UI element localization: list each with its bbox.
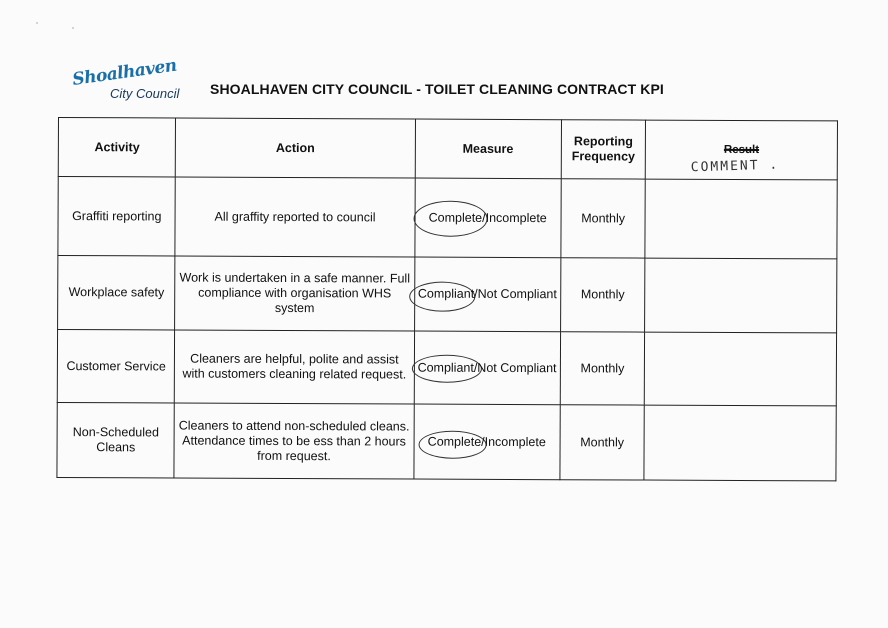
header-action: Action	[176, 118, 415, 178]
measure-text: Compliant/Not Compliant	[417, 360, 557, 375]
logo-script-text: Shoalhaven	[71, 55, 178, 90]
cell-result	[645, 332, 837, 406]
table-row	[58, 256, 837, 333]
header-frequency-line2: Frequency	[571, 149, 636, 164]
logo-sub-text: City Council	[110, 86, 180, 101]
table-row	[58, 177, 837, 259]
header-result-handwritten: COMMENT .	[690, 157, 780, 176]
table-header-row	[58, 118, 837, 180]
table-row	[57, 330, 836, 406]
cell-result	[644, 405, 836, 481]
header-activity: Activity	[58, 118, 176, 178]
header-measure: Measure	[415, 119, 562, 179]
header-result-struck: Result	[723, 143, 760, 157]
council-logo	[70, 55, 195, 110]
cell-action: All graffity reported to council	[175, 177, 414, 257]
scan-speck	[36, 22, 38, 24]
cell-measure	[414, 331, 561, 405]
cell-result	[645, 179, 837, 259]
cell-measure	[414, 257, 561, 332]
measure-text: Compliant/Not Compliant	[417, 286, 557, 302]
header-result	[646, 120, 838, 180]
table-row	[57, 402, 836, 480]
cell-activity: Workplace safety	[58, 256, 176, 331]
cell-frequency: Monthly	[560, 258, 645, 332]
cell-result	[645, 258, 837, 333]
document-title: SHOALHAVEN CITY COUNCIL - TOILET CLEANING CONTRACT KPI	[210, 81, 664, 97]
cell-frequency: Monthly	[561, 179, 646, 258]
measure-text: Complete/Incomplete	[428, 210, 547, 225]
cell-measure	[413, 404, 560, 480]
cell-frequency: Monthly	[560, 332, 645, 405]
scan-speck	[72, 27, 74, 29]
header-frequency-line1: Reporting	[573, 134, 633, 149]
measure-text: Complete/Incomplete	[427, 434, 546, 449]
cell-action: Cleaners to attend non-scheduled cleans. Attendance times to be ess than 2 hours from request.	[174, 403, 413, 479]
cell-activity: Non-Scheduled Cleans	[57, 402, 175, 478]
header-frequency	[561, 120, 646, 179]
cell-activity: Customer Service	[57, 330, 175, 404]
cell-measure	[414, 178, 561, 258]
cell-action: Cleaners are helpful, polite and assist with customers cleaning related request.	[175, 330, 414, 404]
cell-activity: Graffiti reporting	[58, 177, 176, 257]
kpi-table	[56, 117, 838, 481]
cell-action: Work is undertaken in a safe manner. Full compliance with organisation WHS system	[175, 256, 414, 331]
cell-frequency: Monthly	[560, 405, 645, 480]
